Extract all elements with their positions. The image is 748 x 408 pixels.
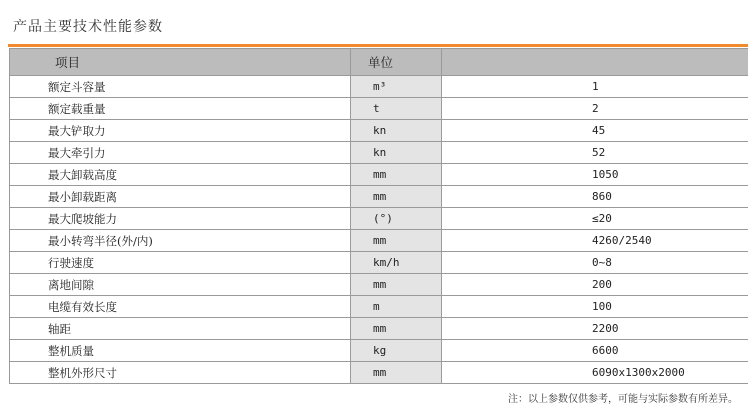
row-item-cell: 最大铲取力 [10, 120, 351, 142]
row-value-cell: 1050 [442, 164, 748, 186]
row-item-cell: 最大牵引力 [10, 142, 351, 164]
row-value-cell: 860 [442, 186, 748, 208]
row-unit-cell: mm [351, 362, 442, 384]
header-unit: 单位 [351, 49, 442, 76]
table-row [10, 318, 748, 340]
row-value-cell: 2200 [442, 318, 748, 340]
table-row [10, 164, 748, 186]
row-value-cell: 4260/2540 [442, 230, 748, 252]
table-row [10, 230, 748, 252]
row-unit-cell: kn [351, 120, 442, 142]
header-item: 项目 [10, 49, 351, 76]
row-unit-cell: km/h [351, 252, 442, 274]
table-header-row [10, 49, 748, 76]
table-row [10, 142, 748, 164]
row-item-cell: 电缆有效长度 [10, 296, 351, 318]
row-item-cell: 最大卸载高度 [10, 164, 351, 186]
header-value [442, 49, 748, 76]
row-unit-cell: mm [351, 164, 442, 186]
row-unit-cell: mm [351, 318, 442, 340]
row-value-cell: 6090x1300x2000 [442, 362, 748, 384]
table-body [10, 76, 748, 384]
row-unit-cell: m [351, 296, 442, 318]
spec-table [9, 48, 748, 384]
row-item-cell: 整机外形尺寸 [10, 362, 351, 384]
table-row [10, 296, 748, 318]
row-item-cell: 离地间隙 [10, 274, 351, 296]
table-row [10, 120, 748, 142]
page-title: 产品主要技术性能参数 [13, 19, 163, 35]
table-row [10, 76, 748, 98]
row-value-cell: 0~8 [442, 252, 748, 274]
row-item-cell: 最小卸载距离 [10, 186, 351, 208]
table-row [10, 98, 748, 120]
row-unit-cell: kg [351, 340, 442, 362]
row-unit-cell: mm [351, 274, 442, 296]
row-unit-cell: kn [351, 142, 442, 164]
row-item-cell: 最大爬坡能力 [10, 208, 351, 230]
row-unit-cell: (°) [351, 208, 442, 230]
row-value-cell: 2 [442, 98, 748, 120]
table-row [10, 274, 748, 296]
table-row [10, 362, 748, 384]
row-unit-cell: m³ [351, 76, 442, 98]
table-row [10, 252, 748, 274]
row-value-cell: 200 [442, 274, 748, 296]
table-row [10, 340, 748, 362]
row-value-cell: 52 [442, 142, 748, 164]
row-item-cell: 轴距 [10, 318, 351, 340]
title-divider [8, 44, 748, 47]
row-unit-cell: t [351, 98, 442, 120]
row-item-cell: 额定载重量 [10, 98, 351, 120]
row-unit-cell: mm [351, 230, 442, 252]
row-item-cell: 行驶速度 [10, 252, 351, 274]
row-value-cell: 6600 [442, 340, 748, 362]
footnote: 注：以上参数仅供参考，可能与实际参数有所差异。 [508, 394, 738, 405]
row-value-cell: 1 [442, 76, 748, 98]
table-row [10, 208, 748, 230]
table-row [10, 186, 748, 208]
row-unit-cell: mm [351, 186, 442, 208]
row-value-cell: 100 [442, 296, 748, 318]
row-item-cell: 整机质量 [10, 340, 351, 362]
row-value-cell: ≤20 [442, 208, 748, 230]
row-value-cell: 45 [442, 120, 748, 142]
row-item-cell: 最小转弯半径(外/内) [10, 230, 351, 252]
row-item-cell: 额定斗容量 [10, 76, 351, 98]
